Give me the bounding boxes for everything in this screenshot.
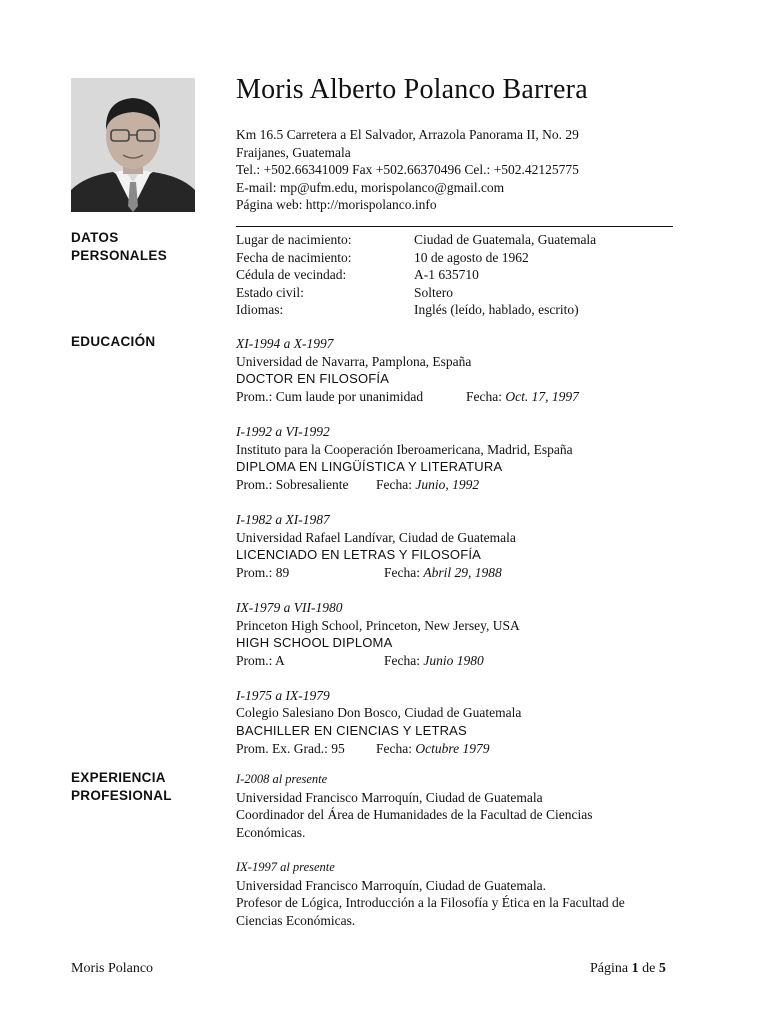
personal-row: Cédula de vecindad: A-1 635710 — [236, 267, 479, 283]
entry-prom: Prom. Ex. Grad.: 95 — [236, 740, 345, 756]
email-line[interactable]: E-mail: mp@ufm.edu, morispolanco@gmail.com — [236, 179, 505, 195]
section-heading-experience: EXPERIENCIA PROFESIONAL — [71, 770, 172, 803]
entry-period: I-1975 a IX-1979 — [236, 687, 330, 703]
entry-period: I-1982 a XI-1987 — [236, 511, 330, 527]
entry-degree: HIGH SCHOOL DIPLOMA — [236, 635, 393, 651]
experience-entry — [236, 859, 636, 929]
address-line-2: Fraijanes, Guatemala — [236, 144, 351, 160]
entry-meta — [236, 740, 579, 758]
education-entry — [236, 687, 579, 757]
entry-meta — [236, 388, 579, 406]
education-entry — [236, 599, 579, 669]
footer-author: Moris Polanco — [71, 961, 154, 976]
entry-institution: Universidad Francisco Marroquín, Ciudad de Guatemala. — [236, 877, 547, 893]
entry-date: Junio 1980 — [423, 652, 484, 668]
profile-photo — [71, 78, 195, 212]
education-entry — [236, 511, 579, 581]
entry-date: Junio, 1992 — [415, 476, 480, 492]
entry-period: IX-1979 a VII-1980 — [236, 599, 343, 615]
address-line-1: Km 16.5 Carretera a El Salvador, Arrazola Panorama II, No. 29 — [236, 127, 579, 142]
entry-date-label: Fecha: — [466, 388, 502, 404]
entry-date-label: Fecha: — [376, 740, 412, 756]
personal-row: Fecha de nacimiento: 10 de agosto de 1962 — [236, 249, 529, 265]
entry-period: I-1992 a VI-1992 — [236, 423, 330, 439]
header-divider — [236, 226, 673, 227]
entry-prom: Prom.: Sobresaliente — [236, 476, 349, 492]
entry-degree: LICENCIADO EN LETRAS Y FILOSOFÍA — [236, 547, 482, 563]
entry-institution: Universidad Francisco Marroquín, Ciudad de Guatemala — [236, 789, 543, 805]
entry-date: Oct. 17, 1997 — [505, 388, 579, 404]
personal-row: Lugar de nacimiento: Ciudad de Guatemala, Guatemala — [236, 232, 597, 247]
entry-institution: Colegio Salesiano Don Bosco, Ciudad de Guatemala — [236, 705, 522, 721]
entry-period: I-2008 al presente — [236, 772, 328, 786]
entry-period: IX-1997 al presente — [236, 859, 335, 874]
entry-meta — [236, 652, 579, 670]
personal-data-list — [236, 231, 596, 319]
entry-degree: DOCTOR EN FILOSOFÍA — [236, 371, 390, 387]
personal-row: Idiomas: Inglés (leído, hablado, escrito) — [236, 302, 579, 318]
entry-meta — [236, 476, 579, 494]
section-heading-personal: DATOS PERSONALES — [71, 230, 168, 263]
entry-date-label: Fecha: — [384, 652, 420, 668]
contact-block — [236, 126, 579, 214]
entry-institution: Instituto para la Cooperación Iberoamericana, Madrid, España — [236, 441, 573, 457]
entry-institution: Universidad Rafael Landívar, Ciudad de Guatemala — [236, 529, 516, 545]
page-number: Página 1 de 5 — [590, 961, 666, 976]
entry-date: Octubre 1979 — [415, 740, 490, 756]
experience-entry — [236, 771, 636, 841]
entry-meta — [236, 564, 579, 582]
entry-period: XI-1994 a X-1997 — [236, 336, 334, 351]
education-entry — [236, 335, 579, 405]
entry-date-label: Fecha: — [376, 476, 412, 492]
section-heading-education: EDUCACIÓN — [71, 334, 156, 349]
entry-prom: Prom.: 89 — [236, 564, 290, 580]
entry-role: Profesor de Lógica, Introducción a la Filosofía y Ética en la Facultad de Ciencias Económicas. — [236, 895, 625, 928]
personal-row: Estado civil: Soltero — [236, 284, 453, 300]
education-list — [236, 335, 579, 775]
candidate-name: Moris Alberto Polanco Barrera — [236, 74, 588, 105]
entry-institution: Princeton High School, Princeton, New Jersey, USA — [236, 617, 520, 633]
phone-line: Tel.: +502.66341009 Fax +502.66370496 Cel.: +502.42125775 — [236, 162, 579, 178]
education-entry — [236, 423, 579, 493]
entry-role: Coordinador del Área de Humanidades de la Facultad de Ciencias Económicas. — [236, 807, 593, 840]
entry-prom: Prom.: A — [236, 652, 285, 668]
entry-institution: Universidad de Navarra, Pamplona, España — [236, 353, 472, 369]
entry-date: Abril 29, 1988 — [423, 564, 502, 580]
entry-degree: DIPLOMA EN LINGÜÍSTICA Y LITERATURA — [236, 459, 503, 475]
entry-date-label: Fecha: — [384, 564, 420, 580]
entry-prom: Prom.: Cum laude por unanimidad — [236, 388, 424, 404]
entry-degree: BACHILLER EN CIENCIAS Y LETRAS — [236, 723, 467, 739]
experience-list — [236, 771, 636, 947]
web-line[interactable]: Página web: http://morispolanco.info — [236, 197, 437, 213]
